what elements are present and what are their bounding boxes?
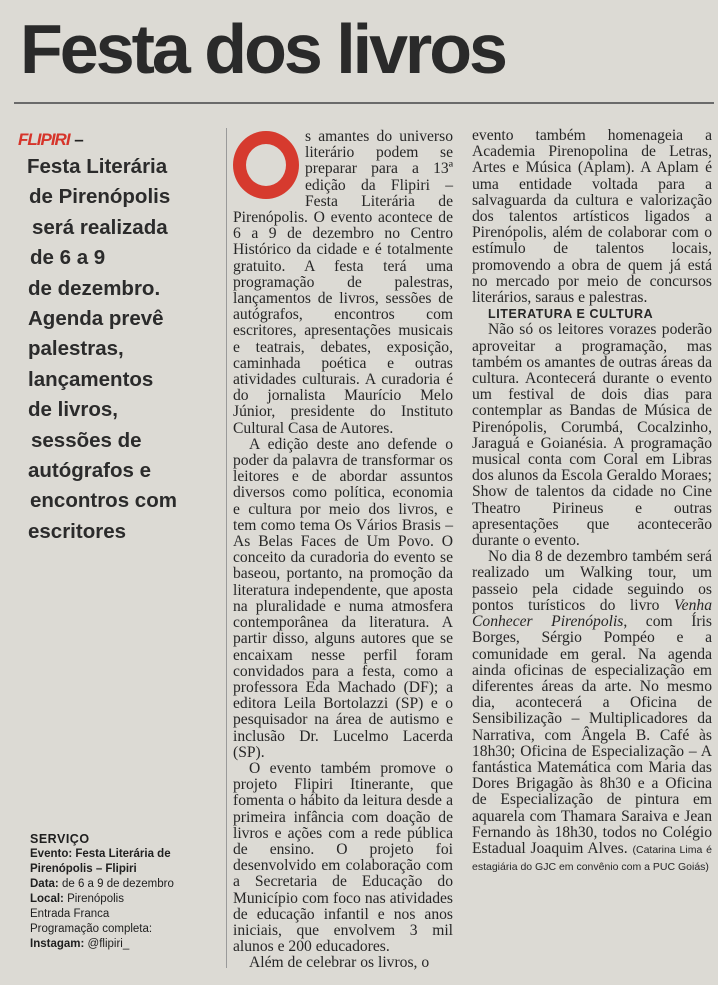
service-box — [30, 832, 230, 952]
lede-line: escritores — [28, 519, 127, 543]
lede-line: de Pirenópolis — [29, 185, 171, 209]
service-date-label: Data: — [30, 878, 59, 890]
article-lead-paragraph — [233, 129, 453, 437]
paragraph-text: , com Íris Borges, Sérgio Pompéo e a comunidade em geral. Na agenda ainda oficinas de especialização em diferentes áreas da arte. No mesmo dia, acontecerá a Oficina de Sensibilização – Multiplicadores da Narrativa, com Ângela B. Café às 18h30; Oficina de Especialização – A fantástica Matemática com Maria das Dores Brigagão às 8h30 e a Oficina de Especialização de pintura em aquarela com Thamara Saraiva e Jean Fernando às 18h30, todos no Colégio Estadual Joaquim Alves. — [472, 613, 712, 857]
kicker-dash: – — [69, 130, 84, 149]
lede-line: palestras, — [28, 337, 124, 361]
flipiri-brand: FLIPIRI — [18, 130, 70, 149]
article-paragraph: evento também homenageia a Academia Pirenopolina de Letras, Artes e Música (Aplam). A Aplam é uma entidade voltada para a salvaguarda da cultura e valorização dos talentos artísticos ligados a Pirenópolis, além de colaborar com o estímulo de talentos locais, promovendo a obra de quem já está no mercado por meio de concursos literários, saraus e palestras. — [472, 127, 712, 307]
service-instagram-label: Instagam: — [30, 938, 85, 950]
lede-line: de dezembro. — [28, 276, 161, 300]
headline: Festa dos livros — [20, 10, 505, 88]
service-place-value: Pirenópolis — [63, 893, 124, 905]
service-program: Programação completa: — [30, 923, 153, 935]
article-paragraph: Não só os leitores vorazes poderão aproveitar a programação, mas também os amantes de outras áreas da cultura. Acontecerá durante o evento um festival de dois dias para contemplar as Bandas de Música de Pirenópolis, Corumbá, Cocalzinho, Jaraguá e Goianésia. A programação musical conta com Coral em Libras dos alunos da Escola Geraldo Moraes; Show de talentos da cidade no Cine Theatro Pirineus e outras apresentações que acontecerão durante o evento. — [472, 321, 712, 550]
service-date-value: de 6 a 9 de dezembro — [58, 878, 174, 890]
lede-line: Agenda prevê — [28, 307, 164, 331]
lede-line: de livros, — [28, 398, 119, 422]
headline-rule — [14, 102, 714, 104]
service-instagram — [30, 937, 230, 952]
article-column-2 — [472, 128, 712, 875]
service-entry: Entrada Franca — [30, 908, 110, 920]
service-date — [30, 877, 230, 892]
book-title: Venha Conhecer Pirenópolis — [472, 596, 712, 631]
section-subhead: LITERATURA E CULTURA — [488, 307, 654, 322]
article-paragraph: A edição deste ano defende o poder da palavra de transformar os leitores e de abordar assuntos diversos como política, economia e cultura por meio dos livros, e tem como tema Os Vários Brasis – As Belas Faces de Um Povo. O conceito da curadoria do evento se baseou, portanto, na promoção da literatura independente, que aposta na pluralidade e numa atmosfera contemporânea da literatura. A partir disso, alguns autores que se encaixam nesse perfil foram convidados para a festa, como a professora Eda Machado (DF); a editora Leila Bortolazzi (SP) e o pesquisador na área de autismo e inclusão Dr. Lucelmo Lacerda (SP). — [233, 435, 453, 761]
kicker — [18, 128, 224, 152]
lede-line: sessões de — [31, 428, 142, 452]
column-divider — [226, 128, 227, 968]
drop-cap-o — [233, 131, 299, 199]
lede-line: será realizada — [32, 215, 168, 239]
lede-line: de 6 a 9 — [30, 246, 106, 270]
author-credit: (Catarina Lima é estagiária do GJC em convênio com a PUC Goiás) — [472, 843, 712, 874]
lede-line: encontros com — [30, 489, 177, 513]
service-place-label: Local: — [30, 893, 64, 905]
article-paragraph — [472, 549, 712, 875]
service-event-label: Evento: — [30, 848, 73, 860]
article-column-1 — [233, 129, 453, 972]
service-event — [30, 847, 230, 877]
lede-line: autógrafos e — [28, 459, 152, 483]
article-paragraph: O evento também promove o projeto Flipiri Itinerante, que fomenta o hábito da leitura desde a primeira infância com doação de livros e ações com a rede pública de ensino. O projeto foi desenvolvido em colaboração com a Secretaria de Educação do Município com foco nas atividades de educação infantil e nos anos iniciais, que envolvem 3 mil alunos e 200 educadores. — [233, 759, 453, 956]
article-paragraph: Além de celebrar os livros, o — [249, 954, 430, 972]
lede-line: Festa Literária — [27, 155, 168, 178]
lede-line: lançamentos — [28, 367, 154, 391]
service-instagram-handle: @flipiri_ — [84, 938, 130, 950]
lead-text: s amantes do universo literário podem se preparar para a 13ª edição da Flipiri – Festa Literária de Pirenópolis. O evento acontece de 6 a 9 de dezembro no Centro Histórico da cidade e é totalmente gratuito. A festa terá uma programação de palestras, lançamentos de livros, sessões de autógrafos, encontros com escritores, apresentações musicais e teatrais, debates, exposição, caminhada poética e outras atividades culturais. A curadoria é do jornalista Maurício Melo Júnior, presidente do Instituto Cultural Casa de Autores. — [233, 128, 453, 437]
service-title: SERVIÇO — [30, 832, 90, 846]
service-event-value: Festa Literária de Pirenópolis – Flipiri — [30, 848, 171, 875]
service-place — [30, 892, 230, 907]
lede — [12, 152, 224, 547]
paragraph-text: No dia 8 de dezembro também será realizado um Walking tour, um passeio pela cidade seguindo os pontos turísticos do livro — [472, 548, 712, 614]
